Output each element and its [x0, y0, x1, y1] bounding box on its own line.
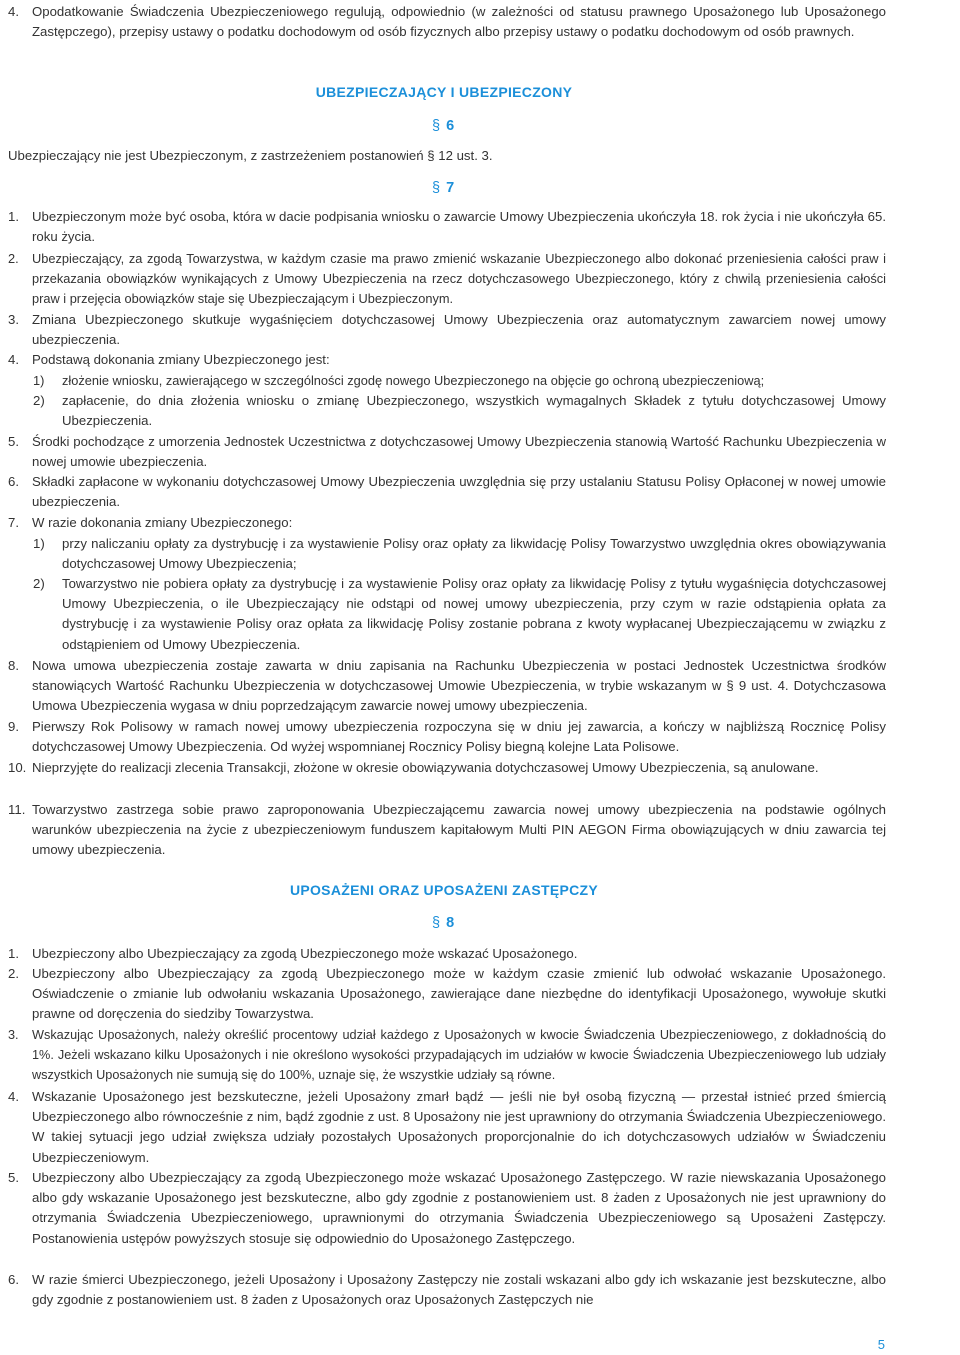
- list-item: 5. Środki pochodzące z umorzenia Jednostek Uczestnictwa z dotychczasowej Umowy Ubezpieczenia stanowią Wartość Rachunku Ubezpieczenia w nowej umowie ubezpieczenia.: [8, 434, 886, 470]
- list-item: 3. Zmiana Ubezpieczonego skutkuje wygaśnięciem dotychczasowej Umowy Ubezpieczenia oraz automatycznym zawarciem nowej umowy ubezpieczenia.: [8, 312, 886, 348]
- paragraph-marker: § 7: [432, 180, 455, 196]
- sub-list-item: 1) przy naliczaniu opłaty za dystrybucję i za wystawienie Polisy oraz opłaty za likwidację Polisy Towarzystwo uwzględnia okres obowiązywania dotychczasowej Umowy Ubezpieczenia;: [33, 536, 886, 572]
- list-item: 4. Podstawą dokonania zmiany Ubezpieczonego jest:: [8, 352, 330, 367]
- list-item: 7. W razie dokonania zmiany Ubezpieczonego:: [8, 515, 293, 530]
- section-heading: UBEZPIECZAJĄCY I UBEZPIECZONY: [315, 84, 573, 100]
- list-item: 1. Ubezpieczony albo Ubezpieczający za zgodą Ubezpieczonego może wskazać Uposażonego.: [8, 946, 578, 961]
- list-item: 3. Wskazując Uposażonych, należy określić procentowy udział każdego z Uposażonych w kwocie Świadczenia Ubezpieczeniowego, z dokładnością do 1%. Jeżeli wskazano kilku Uposażonych i nie określono wysokości przypadających im udziałów w kwocie Świadczenia Ubezpieczeniowego lub udziały wszystkich Uposażonych nie sumują się do 100%, uznaje się, że wszystkie udziały są równe.: [8, 1028, 886, 1083]
- list-item: 10. Nieprzyjęte do realizacji zlecenia Transakcji, złożone w okresie obowiązywania dotychczasowej Umowy Ubezpieczenia, są anulowane.: [8, 760, 819, 775]
- list-item: 9. Pierwszy Rok Polisowy w ramach nowej umowy ubezpieczenia rozpoczyna się w dniu jej zawarcia, a kończy w najbliższą Rocznicę Polisy dotychczasowej Umowy Ubezpieczenia. Od wyżej wspomnianej Rocznicy Polisy biegną kolejne Lata Polisowe.: [8, 719, 886, 755]
- paragraph-marker: § 8: [432, 915, 455, 931]
- list-item: 11. Towarzystwo zastrzega sobie prawo zaproponowania Ubezpieczającemu zawarcia nowej umowy ubezpieczenia na podstawie ogólnych warunków ubezpieczenia na życie z ubezpieczeniowym funduszem kapitałowym Multi PIN AEGON Firma obowiązujących w dniu zawarcia tej umowy ubezpieczenia.: [8, 802, 886, 858]
- section-heading: UPOSAŻENI ORAZ UPOSAŻENI ZASTĘPCZY: [289, 882, 599, 898]
- list-item: 6. W razie śmierci Ubezpieczonego, jeżeli Uposażony i Uposażony Zastępczy nie zostali wskazani albo gdy ich wskazanie jest bezskuteczne, albo gdy zgodnie z postanowieniem ust. 8 żaden z Uposażonych oraz Uposażonych Zastępczych nie: [8, 1272, 886, 1308]
- sub-list-item: 1) złożenie wniosku, zawierającego w szczególności zgodę nowego Ubezpieczonego na objęcie go ochroną ubezpieczeniową;: [33, 373, 765, 388]
- list-item: 8. Nowa umowa ubezpieczenia zostaje zawarta w dniu zapisania na Rachunku Ubezpieczenia w postaci Jednostek Uczestnictwa środków stanowiących Wartość Rachunku Ubezpieczenia w dotychczasowej Umowie Ubezpieczenia, w trybie wskazanym w § 9 ust. 4. Dotychczasowa Umowa Ubezpieczenia wygasa w dniu poprzedzającym zawarcie nowej umowy ubezpieczenia.: [8, 658, 886, 714]
- sub-list-item: 2) zapłacenie, do dnia złożenia wniosku o zmianę Ubezpieczonego, wszystkich wymagalnych Składek z tytułu dotychczasowej Umowy Ubezpieczenia.: [33, 393, 886, 429]
- list-item: 2. Ubezpieczony albo Ubezpieczający za zgodą Ubezpieczonego może w każdym czasie zmienić lub odwołać wskazanie Uposażonego. Oświadczenie o zmianie lub odwołaniu wskazania Uposażonego, zawierające dane niezbędne do identyfikacji Uposażonego, wywołuje skutki prawne od doręczenia do siedziby Towarzystwa.: [8, 966, 886, 1022]
- list-item: 4. Wskazanie Uposażonego jest bezskuteczne, jeżeli Uposażony zmarł bądź — jeśli nie był osobą fizyczną — przestał istnieć przed śmiercią Ubezpieczonego albo równocześnie z nim, bądź zgodnie z ust. 8 Uposażony nie jest uprawniony do otrzymania Świadczenia Ubezpieczeniowego. W takiej sytuacji jego udział zwiększa udziały pozostałych Uposażonych proporcjonalnie do ich dotychczasowych udziałów w Świadczeniu Ubezpieczeniowym.: [8, 1089, 887, 1165]
- list-item: 5. Ubezpieczony albo Ubezpieczający za zgodą Ubezpieczonego może wskazać Uposażonego Zastępczego. W razie niewskazania Uposażonego albo gdy wskazanie Uposażonego jest bezskuteczne, albo gdy zgodnie z postanowieniem ust. 8 żaden z Uposażonych nie jest uprawniony do otrzymania Świadczenia Ubezpieczeniowego, uprawnionymi do otrzymania Świadczenia Ubezpieczeniowego są Uposażeni Zastępczy. Postanowienia ustępów powyższych stosuje się odpowiednio do Uposażonego Zastępczego.: [8, 1170, 886, 1246]
- list-item: 1. Ubezpieczonym może być osoba, która w dacie podpisania wniosku o zawarcie Umowy Ubezpieczenia ukończyła 18. rok życia i nie ukończyła 65. roku życia.: [8, 209, 886, 245]
- paragraph-text: Ubezpieczający nie jest Ubezpieczonym, z zastrzeżeniem postanowień § 12 ust. 3.: [8, 148, 493, 163]
- list-item: 4. Opodatkowanie Świadczenia Ubezpieczeniowego regulują, odpowiednio (w zależności od statusu prawnego Uposażonego lub Uposażonego Zastępczego), przepisy ustawy o podatku dochodowym od osób fizycznych albo przepisy ustawy o podatku dochodowym od osób prawnych.: [8, 4, 886, 40]
- list-item: 2. Ubezpieczający, za zgodą Towarzystwa, w każdym czasie ma prawo zmienić wskazanie Ubezpieczonego albo dokonać przeniesienia całości praw i przekazania obowiązków wynikających z Umowy Ubezpieczenia na rzecz dotychczasowego Ubezpieczonego, który z chwilą przeniesienia całości praw i przejęcia obowiązków staje się Ubezpieczającym i Ubezpieczonym.: [8, 251, 886, 307]
- paragraph-marker: § 6: [432, 118, 455, 134]
- page-number: 5: [877, 1337, 885, 1352]
- sub-list-item: 2) Towarzystwo nie pobiera opłaty za dystrybucję i za wystawienie Polisy oraz opłaty za likwidację Polisy z tytułu wygaśnięcia dotychczasowej Umowy Ubezpieczenia, o ile Ubezpieczający nie odstąpi od nowej umowy ubezpieczenia, przy czym w razie odstąpienia opłata za dystrybucję i za wystawienie Polisy oraz opłata za likwidację Polisy zostanie pobrana z kwoty wypłacanej Ubezpieczającemu w związku z odstąpieniem od Umowy Ubezpieczenia.: [33, 576, 886, 652]
- list-item: 6. Składki zapłacone w wykonaniu dotychczasowej Umowy Ubezpieczenia uwzględnia się przy ustalaniu Statusu Polisy Opłaconej w nowej umowie ubezpieczenia.: [8, 474, 886, 510]
